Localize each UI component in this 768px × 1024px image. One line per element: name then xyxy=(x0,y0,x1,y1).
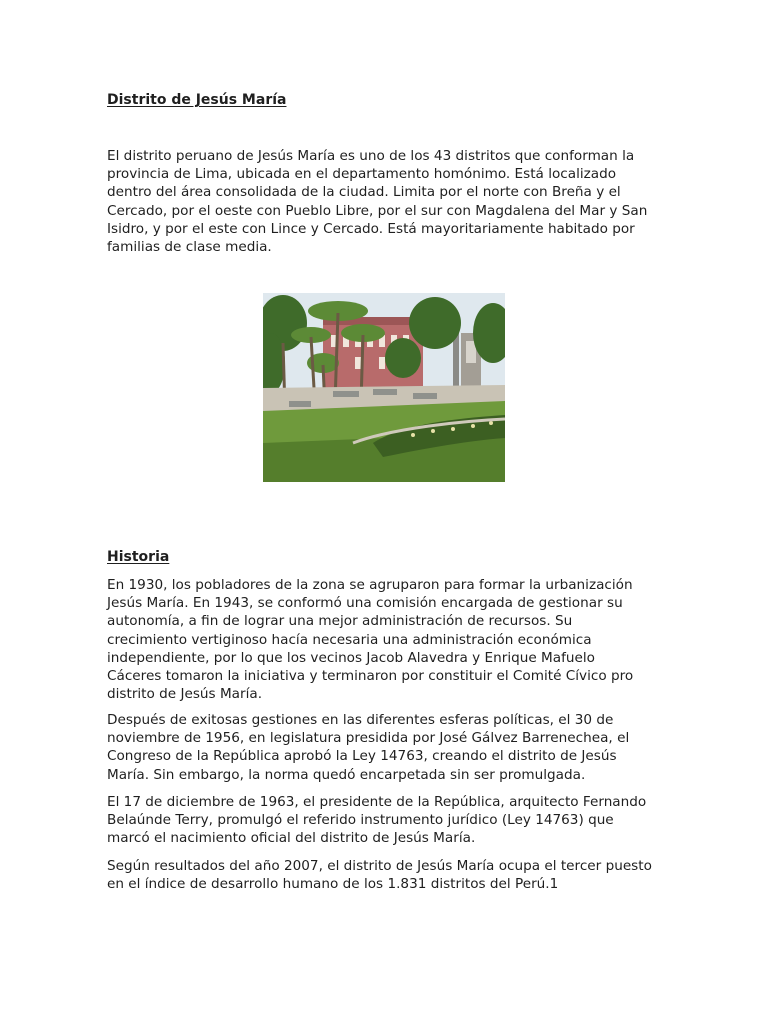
text-line: Después de exitosas gestiones en las diferentes esferas políticas, el 30 de xyxy=(107,712,614,728)
section-title-history: Historia xyxy=(107,549,170,565)
text-line: Jesús María. En 1943, se conformó una comisión encargada de gestionar su xyxy=(107,595,623,612)
text-line: en el índice de desarrollo humano de los 1.831 distritos del Perú.1 xyxy=(107,876,559,893)
text-line: crecimiento vertiginoso hacía necesaria una administración económica xyxy=(107,631,592,648)
text-line: Cáceres tomaron la iniciativa y terminaron por constituir el Comité Cívico pro xyxy=(107,668,634,685)
history-paragraph-4 xyxy=(107,857,687,893)
text-line: En 1930, los pobladores de la zona se agruparon para formar la urbanización xyxy=(107,577,633,593)
section-title-district: Distrito de Jesús María xyxy=(107,92,287,108)
intro-paragraph xyxy=(107,147,687,256)
text-line: El 17 de diciembre de 1963, el presidente de la República, arquitecto Fernando xyxy=(107,794,647,810)
text-line: familias de clase media. xyxy=(107,239,272,256)
text-line: marcó el nacimiento oficial del distrito de Jesús María. xyxy=(107,830,476,847)
text-line: provincia de Lima, ubicada en el departamento homónimo. Está localizado xyxy=(107,166,617,183)
text-line: distrito de Jesús María. xyxy=(107,686,263,703)
text-line: noviembre de 1956, en legislatura presidida por José Gálvez Barrenechea, el xyxy=(107,730,630,747)
text-line: autonomía, a fin de lograr una mejor administración de recursos. Su xyxy=(107,613,573,630)
text-line: dentro del área consolidada de la ciudad. Limita por el norte con Breña y el xyxy=(107,184,621,201)
text-line: María. Sin embargo, la norma quedó encarpetada sin ser promulgada. xyxy=(107,766,586,783)
text-line: independiente, por lo que los vecinos Jacob Alavedra y Enrique Mafuelo xyxy=(107,649,595,666)
text-line: Belaúnde Terry, promulgó el referido instrumento jurídico (Ley 14763) que xyxy=(107,812,614,829)
history-paragraph-2 xyxy=(107,711,687,784)
history-paragraph-3 xyxy=(107,793,687,848)
history-paragraph-1 xyxy=(107,576,687,703)
text-line: Según resultados del año 2007, el distrito de Jesús María ocupa el tercer puesto xyxy=(107,858,652,874)
text-line: Isidro, y por el este con Lince y Cercado. Está mayoritariamente habitado por xyxy=(107,220,635,237)
text-line: Cercado, por el oeste con Pueblo Libre, por el sur con Magdalena del Mar y San xyxy=(107,202,648,219)
text-line: Congreso de la República aprobó la Ley 14763, creando el distrito de Jesús xyxy=(107,748,617,765)
text-line: El distrito peruano de Jesús María es uno de los 43 distritos que conforman la xyxy=(107,148,635,164)
park-photo xyxy=(263,293,505,482)
